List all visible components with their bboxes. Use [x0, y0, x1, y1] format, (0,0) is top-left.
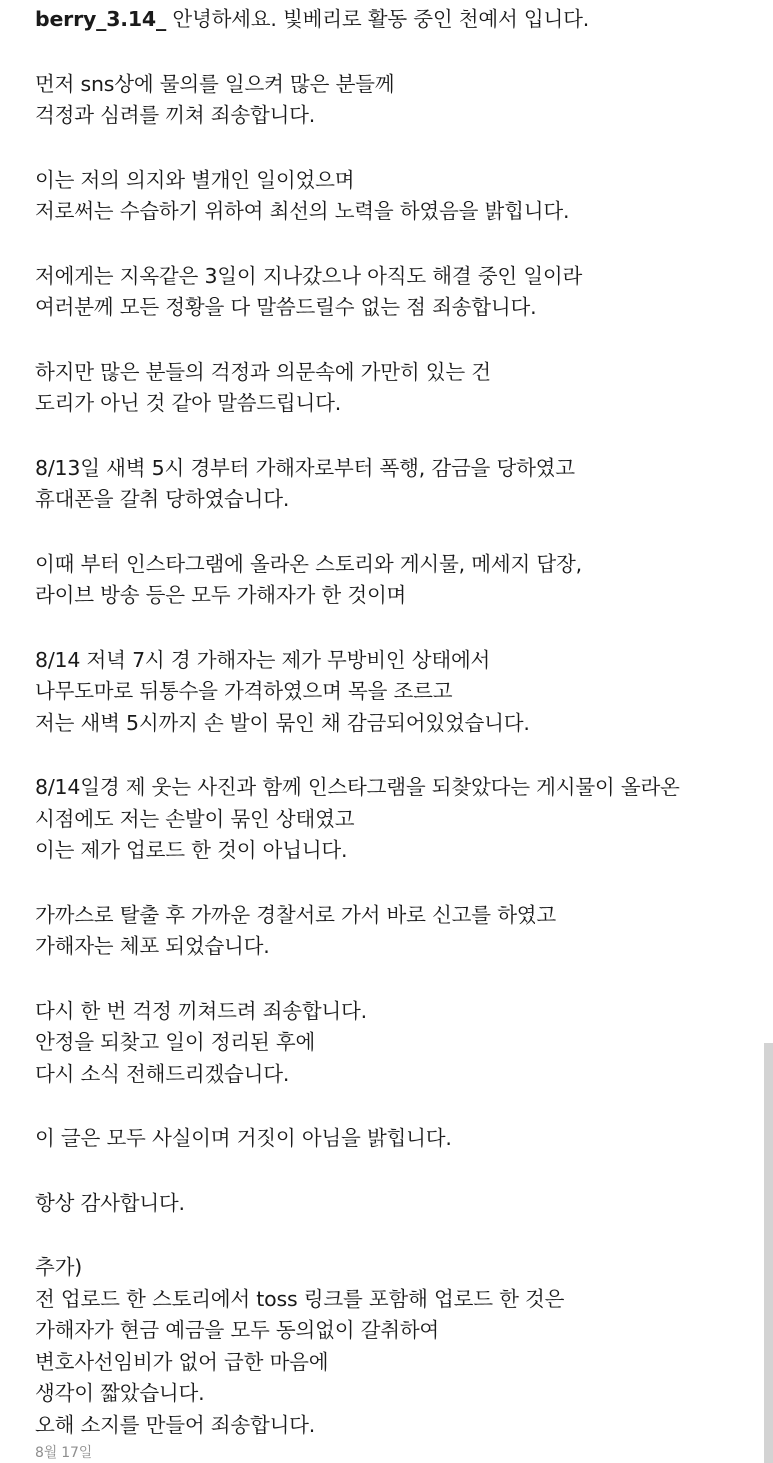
username-link[interactable]: berry_3.14_ — [35, 7, 167, 31]
caption-paragraph — [35, 1123, 755, 1155]
caption-paragraph — [35, 1252, 755, 1441]
caption-line: 먼저 sns상에 물의를 일으켜 많은 분들께 — [35, 71, 395, 96]
caption-paragraph — [35, 900, 755, 963]
caption-line: 하지만 많은 분들의 걱정과 의문속에 가만히 있는 건 — [35, 359, 491, 384]
caption-body — [35, 69, 755, 1442]
caption-line: 8/13일 새벽 5시 경부터 가해자로부터 폭행, 감금을 당하였고 — [35, 455, 575, 480]
caption-paragraph — [35, 645, 755, 740]
caption-paragraph — [35, 1188, 755, 1220]
caption-paragraph — [35, 165, 755, 228]
caption-line: 가해자가 현금 예금을 모두 동의없이 갈취하여 — [35, 1318, 440, 1342]
caption-line: 8/14 저녁 7시 경 가해자는 제가 무방비인 상태에서 — [35, 647, 491, 672]
caption-line: 걱정과 심려를 끼쳐 죄송합니다. — [35, 103, 316, 127]
caption-line: 저에게는 지옥같은 3일이 지나갔으나 아직도 해결 중인 일이라 — [35, 263, 583, 288]
caption-line: 여러분께 모든 정황을 다 말씀드릴수 없는 점 죄송합니다. — [35, 295, 537, 319]
caption-first-paragraph — [35, 4, 755, 36]
caption-line: 저는 새벽 5시까지 손 발이 묶인 채 감금되어있었습니다. — [35, 710, 530, 735]
caption-line: 시점에도 저는 손발이 묶인 상태였고 — [35, 806, 355, 831]
caption-line: 다시 한 번 걱정 끼쳐드려 죄송합니다. — [35, 998, 367, 1023]
caption-paragraph — [35, 69, 755, 132]
caption-line: 이는 저의 의지와 별개인 일이었으며 — [35, 167, 355, 192]
caption-greeting: 안녕하세요. 빛베리로 활동 중인 천예서 입니다. — [166, 7, 590, 31]
caption-line: 항상 감사합니다. — [35, 1190, 185, 1215]
scrollbar[interactable] — [764, 1043, 773, 1463]
caption-line: 다시 소식 전해드리겠습니다. — [35, 1061, 290, 1086]
caption-line: 휴대폰을 갈취 당하였습니다. — [35, 487, 290, 511]
caption-line: 나무도마로 뒤통수을 가격하였으며 목을 조르고 — [35, 679, 453, 703]
caption-paragraph — [35, 453, 755, 516]
caption-line: 라이브 방송 등은 모두 가해자가 한 것이며 — [35, 583, 407, 607]
caption-paragraph — [35, 261, 755, 324]
caption-line: 저로써는 수습하기 위하여 최선의 노력을 하였음을 밝힙니다. — [35, 199, 570, 223]
caption-line: 8/14일경 제 웃는 사진과 함께 인스타그램을 되찾았다는 게시물이 올라온 — [35, 775, 680, 799]
caption-first-line — [35, 4, 755, 36]
caption-line: 가까스로 탈출 후 가까운 경찰서로 가서 바로 신고를 하였고 — [35, 902, 557, 927]
caption-line: 가해자는 체포 되었습니다. — [35, 934, 270, 958]
caption-paragraph — [35, 996, 755, 1091]
caption-paragraph — [35, 772, 755, 867]
caption-line: 추가) — [35, 1255, 83, 1279]
post-timestamp[interactable]: 8월 17일 — [35, 1445, 93, 1461]
caption-line: 이때 부터 인스타그램에 올라온 스토리와 게시물, 메세지 답장, — [35, 551, 582, 576]
caption-line: 전 업로드 한 스토리에서 toss 링크를 포함해 업로드 한 것은 — [35, 1286, 565, 1311]
caption-line: 안정을 되찾고 일이 정리된 후에 — [35, 1030, 316, 1054]
post-caption — [35, 4, 755, 1463]
caption-line: 오해 소지를 만들어 죄송합니다. — [35, 1412, 316, 1437]
caption-line: 이 글은 모두 사실이며 거짓이 아님을 밝힙니다. — [35, 1126, 452, 1150]
caption-line: 도리가 아닌 것 같아 말씀드립니다. — [35, 391, 342, 415]
caption-line: 생각이 짧았습니다. — [35, 1381, 205, 1405]
caption-paragraph — [35, 549, 755, 612]
caption-line: 이는 제가 업로드 한 것이 아닙니다. — [35, 838, 348, 862]
caption-paragraph — [35, 357, 755, 420]
caption-line: 변호사선임비가 없어 급한 마음에 — [35, 1349, 329, 1374]
